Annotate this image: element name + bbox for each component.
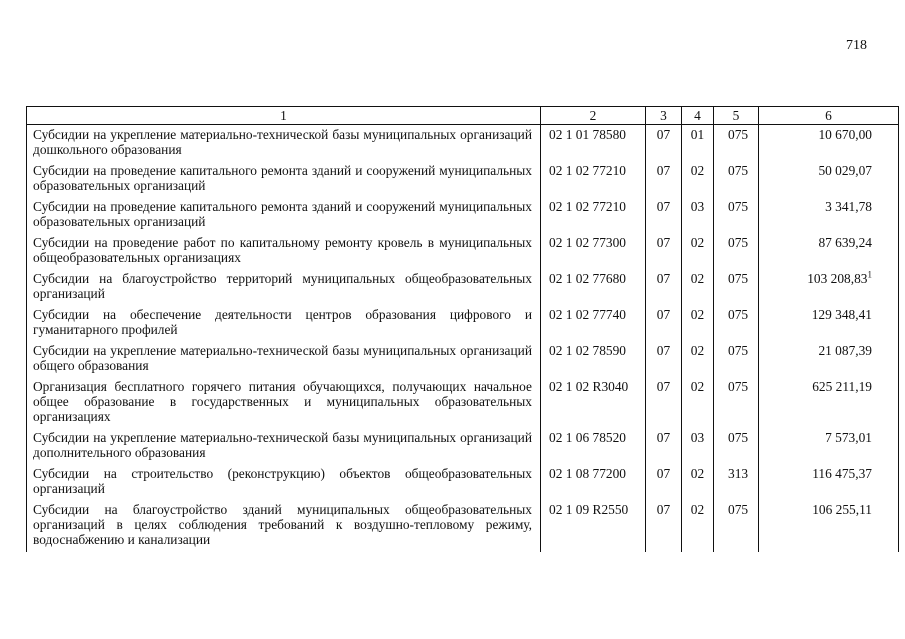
row-expense-type: 075 [714, 428, 759, 464]
row-amount [759, 197, 899, 233]
row-subsection: 02 [682, 269, 714, 305]
header-col-6: 6 [759, 107, 899, 125]
row-subsection: 03 [682, 428, 714, 464]
row-target-code: 02 1 06 78520 [541, 428, 646, 464]
row-expense-type: 313 [714, 464, 759, 500]
row-subsection: 02 [682, 464, 714, 500]
row-expense-type: 075 [714, 500, 759, 552]
amount-value: 7 573,01 [825, 430, 872, 445]
row-amount [759, 341, 899, 377]
amount-value: 21 087,39 [818, 343, 872, 358]
row-section: 07 [646, 464, 682, 500]
table-row [27, 341, 899, 377]
row-target-code: 02 1 02 77210 [541, 161, 646, 197]
row-subsection: 02 [682, 500, 714, 552]
row-subsection: 02 [682, 233, 714, 269]
row-section: 07 [646, 233, 682, 269]
amount-value: 10 670,00 [818, 127, 872, 142]
row-amount [759, 377, 899, 428]
row-amount [759, 161, 899, 197]
row-target-code: 02 1 02 77300 [541, 233, 646, 269]
table-body [27, 125, 899, 552]
row-description: Субсидии на укрепление материально-технической базы муниципальных организаций дошкольного образования [27, 125, 541, 162]
row-expense-type: 075 [714, 341, 759, 377]
row-amount [759, 269, 899, 305]
table-row [27, 428, 899, 464]
table-row [27, 464, 899, 500]
row-section: 07 [646, 125, 682, 162]
row-amount [759, 125, 899, 162]
row-amount [759, 305, 899, 341]
row-amount [759, 464, 899, 500]
row-section: 07 [646, 428, 682, 464]
row-description: Организация бесплатного горячего питания обучающихся, получающих начальное общее образование в государственных и муниципальных образовательных организациях [27, 377, 541, 428]
table-row [27, 197, 899, 233]
row-description: Субсидии на обеспечение деятельности центров образования цифрового и гуманитарного профилей [27, 305, 541, 341]
row-target-code: 02 1 01 78580 [541, 125, 646, 162]
header-col-1: 1 [27, 107, 541, 125]
table-row [27, 161, 899, 197]
row-section: 07 [646, 500, 682, 552]
row-description: Субсидии на проведение капитального ремонта зданий и сооружений муниципальных образовательных организаций [27, 161, 541, 197]
row-amount [759, 500, 899, 552]
row-description: Субсидии на проведение капитального ремонта зданий и сооружений муниципальных образовательных организаций [27, 197, 541, 233]
row-description: Субсидии на укрепление материально-технической базы муниципальных организаций дополнительного образования [27, 428, 541, 464]
row-target-code: 02 1 02 77740 [541, 305, 646, 341]
row-section: 07 [646, 305, 682, 341]
amount-value: 103 208,83 [807, 271, 868, 286]
header-col-2: 2 [541, 107, 646, 125]
table-header-row [27, 107, 899, 125]
amount-value: 106 255,11 [812, 502, 872, 517]
row-subsection: 01 [682, 125, 714, 162]
amount-value: 129 348,41 [811, 307, 872, 322]
row-expense-type: 075 [714, 269, 759, 305]
row-subsection: 02 [682, 341, 714, 377]
amount-value: 3 341,78 [825, 199, 872, 214]
header-col-5: 5 [714, 107, 759, 125]
row-target-code: 02 1 02 78590 [541, 341, 646, 377]
row-section: 07 [646, 269, 682, 305]
row-section: 07 [646, 377, 682, 428]
row-subsection: 02 [682, 377, 714, 428]
row-description: Субсидии на укрепление материально-технической базы муниципальных организаций общего образования [27, 341, 541, 377]
table-row [27, 125, 899, 162]
row-subsection: 02 [682, 305, 714, 341]
amount-value: 116 475,37 [812, 466, 872, 481]
row-target-code: 02 1 08 77200 [541, 464, 646, 500]
row-target-code: 02 1 02 77680 [541, 269, 646, 305]
header-col-4: 4 [682, 107, 714, 125]
budget-table [26, 106, 899, 552]
row-section: 07 [646, 197, 682, 233]
row-expense-type: 075 [714, 305, 759, 341]
row-description: Субсидии на благоустройство территорий муниципальных общеобразовательных организаций [27, 269, 541, 305]
row-description: Субсидии на благоустройство зданий муниципальных общеобразовательных организаций в целях соблюдения требований к воздушно-тепловому режиму, водоснабжению и канализации [27, 500, 541, 552]
row-subsection: 03 [682, 197, 714, 233]
table-row [27, 305, 899, 341]
table-row [27, 377, 899, 428]
row-expense-type: 075 [714, 161, 759, 197]
page-number: 718 [846, 38, 867, 53]
row-target-code: 02 1 02 R3040 [541, 377, 646, 428]
amount-value: 625 211,19 [812, 379, 872, 394]
row-description: Субсидии на строительство (реконструкцию) объектов общеобразовательных организаций [27, 464, 541, 500]
row-target-code: 02 1 09 R2550 [541, 500, 646, 552]
table-row [27, 233, 899, 269]
row-expense-type: 075 [714, 197, 759, 233]
row-subsection: 02 [682, 161, 714, 197]
amount-value: 87 639,24 [818, 235, 872, 250]
amount-value: 50 029,07 [818, 163, 872, 178]
header-col-3: 3 [646, 107, 682, 125]
row-description: Субсидии на проведение работ по капитальному ремонту кровель в муниципальных общеобразовательных организациях [27, 233, 541, 269]
table-row [27, 500, 899, 552]
row-target-code: 02 1 02 77210 [541, 197, 646, 233]
row-section: 07 [646, 341, 682, 377]
row-amount [759, 233, 899, 269]
row-expense-type: 075 [714, 125, 759, 162]
table-row [27, 269, 899, 305]
row-amount [759, 428, 899, 464]
row-expense-type: 075 [714, 377, 759, 428]
footnote-marker: 1 [867, 269, 872, 280]
row-expense-type: 075 [714, 233, 759, 269]
row-section: 07 [646, 161, 682, 197]
